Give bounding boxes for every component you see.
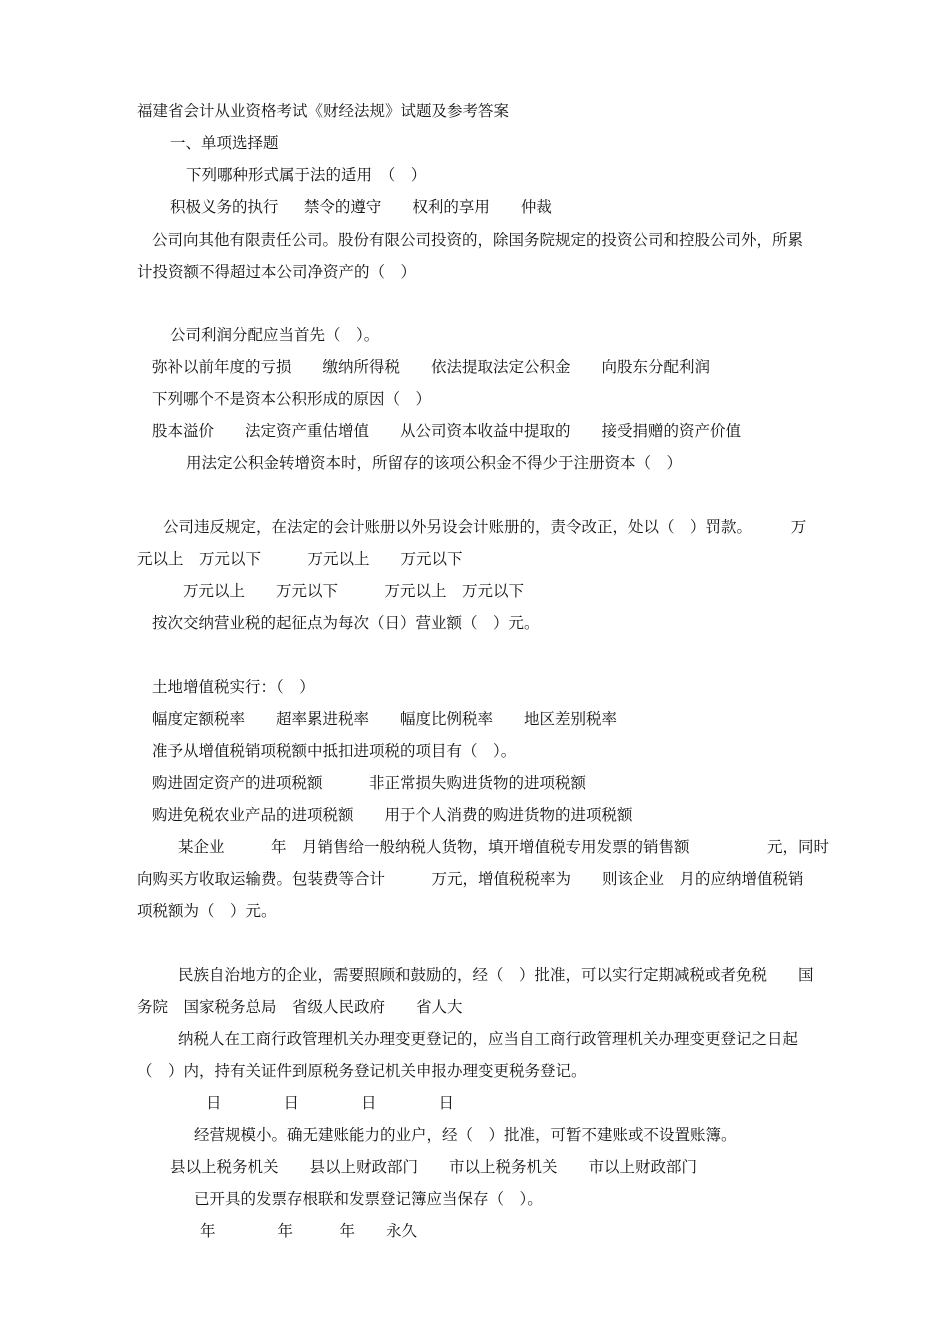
question-10-line-2: 向购买方收取运输费。包装费等合计 万元，增值税税率为 则该企业 月的应纳增值税销 (137, 870, 804, 888)
question-8: 土地增值税实行：（ ） (152, 678, 315, 696)
document-title: 福建省会计从业资格考试《财经法规》试题及参考答案 (137, 102, 510, 120)
options-14: 年 年 年 永久 (200, 1222, 418, 1240)
question-5: 用法定公积金转增资本时，所留存的该项公积金不得少于注册资本（ ） (186, 454, 683, 472)
options-9-line-2: 购进免税农业产品的进项税额 用于个人消费的购进货物的进项税额 (152, 806, 633, 824)
options-6: 万元以上 万元以下 万元以上 万元以下 (183, 582, 525, 600)
options-4: 股本溢价 法定资产重估增值 从公司资本收益中提取的 接受捐赠的资产价值 (152, 422, 742, 440)
question-4: 下列哪个不是资本公积形成的原因（ ） (152, 390, 432, 408)
question-14: 已开具的发票存根联和发票登记簿应当保存（ ）。 (194, 1190, 543, 1208)
options-12: 日 日 日 日 (206, 1094, 455, 1112)
options-8: 幅度定额税率 超率累进税率 幅度比例税率 地区差别税率 (152, 710, 618, 728)
question-6-line-2: 元以上 万元以下 万元以上 万元以下 (137, 550, 463, 568)
question-6-line-1: 公司违反规定，在法定的会计账册以外另设会计账册的，责令改正，处以（ ）罚款。 万 (163, 518, 807, 536)
options-9-line-1: 购进固定资产的进项税额 非正常损失购进货物的进项税额 (152, 774, 587, 792)
question-9: 准予从增值税销项税额中抵扣进项税的项目有（ ）。 (152, 742, 517, 760)
question-13: 经营规模小。确无建账能力的业户，经（ ）批准，可暂不建账或不设置账簿。 (194, 1126, 737, 1144)
question-1: 下列哪种形式属于法的适用 （ ） (186, 166, 427, 184)
question-2-line-1: 公司向其他有限责任公司。股份有限公司投资的，除国务院规定的投资公司和控股公司外，所累 (152, 231, 804, 249)
question-12-line-1: 纳税人在工商行政管理机关办理变更登记的，应当自工商行政管理机关办理变更登记之日起 (178, 1030, 799, 1048)
question-10-line-1: 某企业 年 月销售给一般纳税人货物，填开增值税专用发票的销售额 元，同时 (178, 838, 830, 856)
section-heading: 一、单项选择题 (170, 134, 279, 152)
question-12-line-2: （ ）内，持有关证件到原税务登记机关申报办理变更税务登记。 (137, 1062, 587, 1080)
options-13: 县以上税务机关 县以上财政部门 市以上税务机关 市以上财政部门 (170, 1158, 698, 1176)
question-11-line-2: 务院 国家税务总局 省级人民政府 省人大 (137, 998, 463, 1016)
question-10-line-3: 项税额为（ ）元。 (137, 902, 277, 920)
options-3: 弥补以前年度的亏损 缴纳所得税 依法提取法定公积金 向股东分配利润 (152, 358, 711, 376)
question-11-line-1: 民族自治地方的企业，需要照顾和鼓励的，经（ ）批准，可以实行定期减税或者免税 国 (178, 966, 814, 984)
options-1: 积极义务的执行 禁令的遵守 权利的享用 仲裁 (170, 198, 552, 216)
question-2-line-2: 计投资额不得超过本公司净资产的（ ） (137, 263, 417, 281)
question-7: 按次交纳营业税的起征点为每次（日）营业额（ ）元。 (152, 614, 540, 632)
question-3: 公司利润分配应当首先（ ）。 (170, 326, 380, 344)
